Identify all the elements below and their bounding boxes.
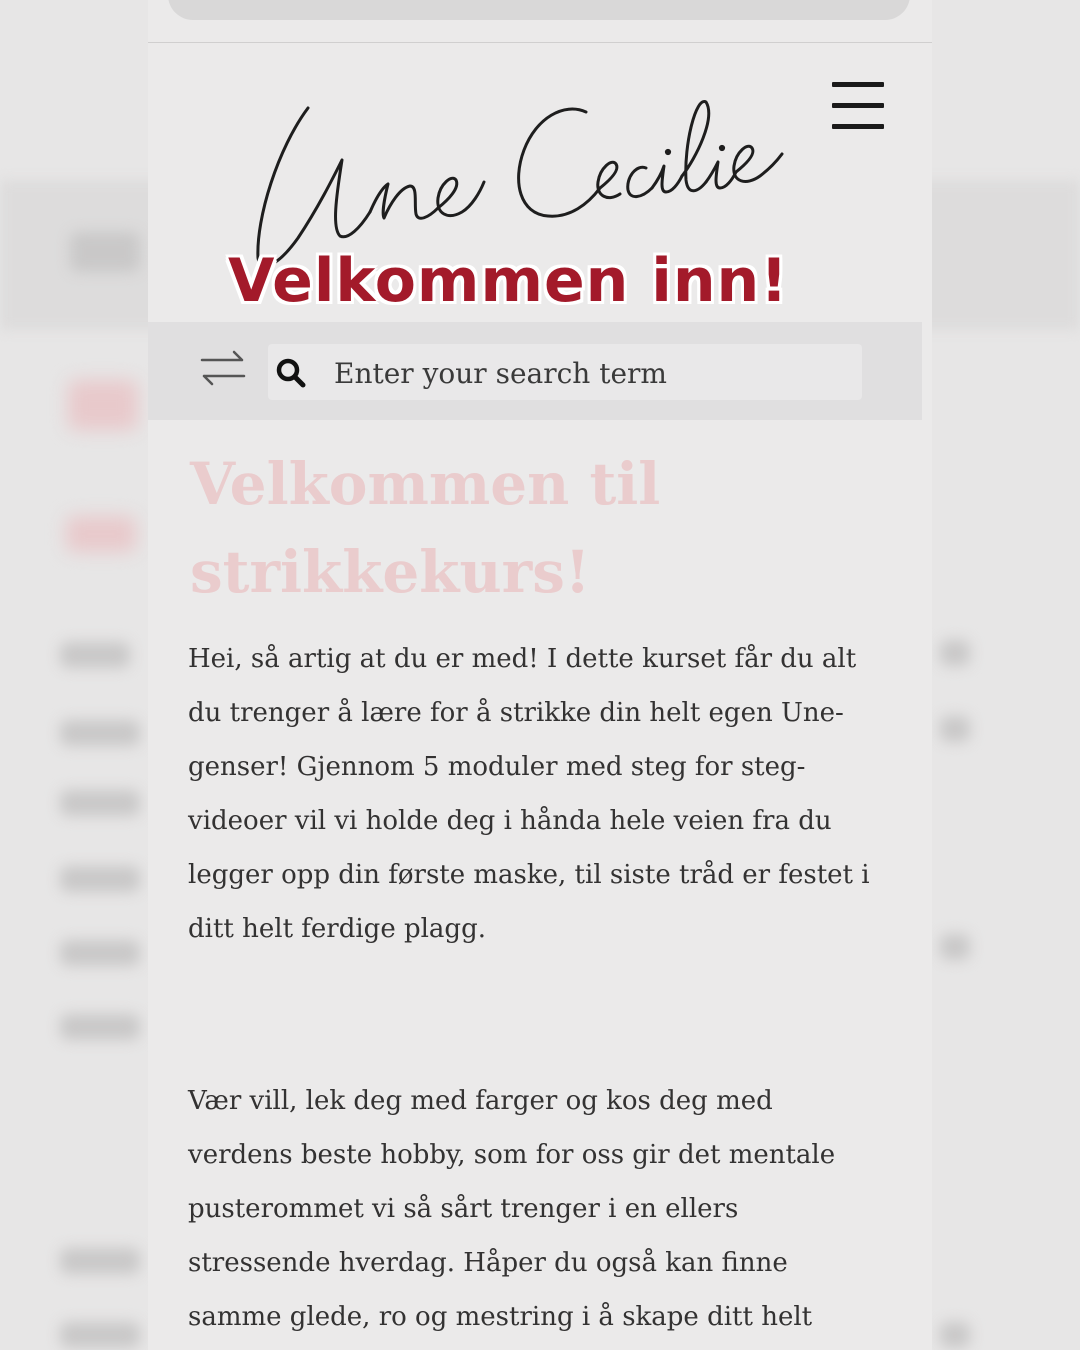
- blurred-block: [60, 940, 140, 966]
- blurred-block: [940, 640, 970, 666]
- search-input[interactable]: [332, 344, 856, 402]
- second-paragraph: Vær vill, lek deg med farger og kos deg med verdens beste hobby, som for oss gir det mentale pusterommet vi så sårt trenger i en ellers stressende hverdag. Håper du også kan finne samme glede, ro og mestring i å skape ditt helt: [188, 1086, 836, 1332]
- intro-paragraph: Hei, så artig at du er med! I dette kurset får du alt du trenger å lære for å strikke din helt egen Une-genser! Gjennom 5 moduler med steg for steg-videoer vil vi holde deg i hånda hele veien fra du legger opp din første maske, til siste tråd er festet i ditt helt ferdige plagg.: [188, 644, 870, 944]
- blurred-block: [60, 1248, 140, 1274]
- swap-arrows-icon[interactable]: [198, 348, 248, 388]
- overlay-caption: Velkommen inn!: [228, 246, 789, 316]
- browser-url-bar[interactable]: [168, 0, 910, 20]
- blurred-block: [68, 380, 138, 430]
- blurred-block: [940, 1322, 970, 1348]
- search-box[interactable]: [268, 344, 862, 400]
- search-bar: [148, 322, 922, 420]
- page-title: Velkommen til strikkekurs!: [190, 450, 661, 606]
- blurred-block: [60, 1322, 140, 1348]
- hamburger-menu-icon[interactable]: [832, 82, 884, 128]
- search-icon[interactable]: [274, 356, 308, 390]
- blurred-block: [60, 642, 130, 668]
- phone-screen: [148, 0, 932, 1350]
- blurred-block: [60, 790, 140, 816]
- blurred-block: [66, 516, 136, 552]
- blurred-block: [940, 934, 970, 960]
- blurred-block: [70, 232, 140, 272]
- blurred-block: [60, 1014, 140, 1040]
- blurred-block: [60, 720, 140, 746]
- blurred-block: [940, 716, 970, 742]
- divider: [148, 42, 932, 43]
- blurred-block: [60, 866, 140, 892]
